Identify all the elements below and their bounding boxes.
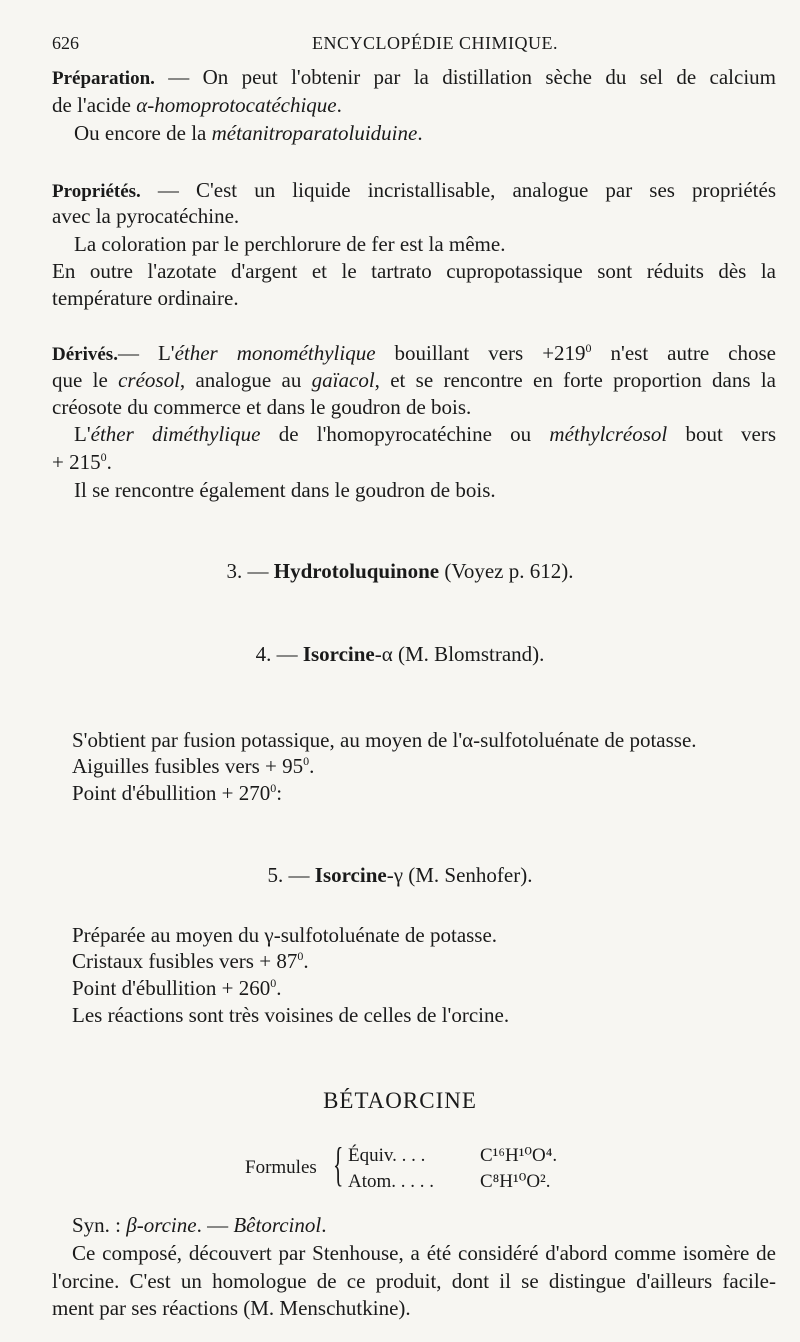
section-5-line-3 [72,975,281,1001]
text-span: bouillant vers +219 [375,341,586,365]
text-span: . [309,754,315,778]
text-span: . — [196,1213,234,1237]
atom-formula: C⁸H¹⁰O². [480,1171,551,1192]
degree-sup: 0 [270,781,277,795]
text-span: -γ [386,863,403,887]
section-4-line-3 [72,780,282,806]
text-span: bout vers [667,422,776,446]
section-5-line-1: Préparée au moyen du γ-sulfotoluénate de potasse. [72,923,498,947]
italic-term: Bêtorcinol [233,1213,322,1237]
text-span: + 215 [52,450,101,474]
degree-sup: 0 [297,949,304,963]
text-span: : [276,781,283,805]
compound-name: Isorcine [302,642,375,666]
section-3-heading [0,558,800,584]
text-span: (M. Blomstrand). [392,642,545,666]
text-span: , et se rencontre en forte proportion dans la [374,368,776,392]
proprietes-heading: Propriétés. [52,181,141,202]
text-span: de l'homopyrocatéchine ou [260,422,550,446]
section-number: 5. — [267,863,315,887]
degree-sup: 0 [585,341,592,355]
proprietes-line-4: En outre l'azotate d'argent et le tartrato cupropotassique sont réduits dès la [52,259,776,283]
formulas-label: Formules [245,1157,317,1178]
italic-term: éther diméthylique [90,422,261,446]
text-span: , analogue au [179,368,312,392]
equiv-formula: C¹⁶H¹⁰O⁴. [480,1145,558,1166]
derives-heading: Dérivés. [52,344,118,365]
running-title: ENCYCLOPÉDIE CHIMIQUE. [312,33,558,53]
text-span: — C'est un liquide incristallisable, analogue par ses propriétés [140,178,776,202]
text-span: de l'acide [52,93,137,117]
text-span: Point d'ébullition + 270 [72,781,271,805]
text-span: . [276,976,282,1000]
text-span: Ou encore de la [74,121,212,145]
text-span: . [303,949,309,973]
derives-line-1 [52,340,776,368]
preparation-line-1 [52,64,776,92]
text-span: . [106,450,112,474]
atom-label: Atom. . . . . [348,1171,435,1192]
text-span: (M. Senhofer). [403,863,533,887]
text-span: que le [52,368,119,392]
italic-term: β-orcine [126,1213,197,1237]
degree-sup: 0 [303,754,310,768]
text-span: (Voyez p. 612). [439,559,574,583]
italic-term: métanitroparatoluiduine [211,121,418,145]
derives-line-3: créosote du commerce et dans le goudron de bois. [52,395,472,419]
text-span: -α [374,642,393,666]
proprietes-line-5: température ordinaire. [52,286,239,310]
section-4-heading [0,641,800,667]
degree-sup: 0 [270,976,277,990]
degree-sup: 0 [100,450,107,464]
derives-line-4 [74,421,776,447]
brace-icon: { [333,1138,344,1191]
text-span: Syn. : [72,1213,127,1237]
compound-name: Isorcine [314,863,387,887]
page-number: 626 [52,33,79,53]
section-5-line-2 [72,948,309,974]
betaorcine-line-1: Ce composé, découvert par Stenhouse, a été considéré d'abord comme isomère de [72,1241,776,1265]
section-4-line-1: S'obtient par fusion potassique, au moyen de l'α-sulfotoluénate de potasse. [72,728,697,752]
text-span: Cristaux fusibles vers + 87 [72,949,298,973]
section-4-line-2 [72,753,314,779]
betaorcine-title: BÉTAORCINE [323,1088,477,1113]
text-span: L' [74,422,91,446]
preparation-line-2 [52,92,342,118]
betaorcine-line-3: ment par ses réactions (M. Menschutkine). [52,1296,411,1320]
italic-term: méthylcréosol [549,422,668,446]
betaorcine-line-2: l'orcine. C'est un homologue de ce produit, dont il se distingue d'ailleurs facile- [52,1269,776,1293]
proprietes-line-2: avec la pyrocatéchine. [52,204,240,228]
italic-term: α-homoprotocatéchique [136,93,337,117]
derives-line-5 [52,449,112,475]
text-span: n'est autre chose [591,341,776,365]
derives-line-2 [52,367,776,393]
section-5-heading [0,862,800,888]
section-number: 4. — [255,642,303,666]
preparation-heading: Préparation. [52,68,155,89]
section-5-line-4: Les réactions sont très voisines de celles de l'orcine. [72,1003,510,1027]
text-span: . [321,1213,327,1237]
text-span: Aiguilles fusibles vers + 95 [72,754,304,778]
text-span: — L' [117,341,175,365]
proprietes-line-1 [52,177,776,205]
section-number: 3. — [226,559,274,583]
compound-name: Hydrotoluquinone [273,559,440,583]
italic-term: créosol [118,368,180,392]
proprietes-line-3: La coloration par le perchlorure de fer est la même. [74,232,506,256]
italic-term: éther monométhylique [174,341,376,365]
text-span: . [336,93,342,117]
equiv-label: Équiv. . . . [348,1145,426,1166]
italic-term: gaïacol [311,368,375,392]
derives-line-6: Il se rencontre également dans le goudron de bois. [74,478,496,502]
text-span: . [417,121,423,145]
preparation-line-3 [74,120,423,146]
text-span: Point d'ébullition + 260 [72,976,271,1000]
synonyms-line [72,1212,326,1238]
text-span: — On peut l'obtenir par la distillation sèche du sel de calcium [154,65,776,89]
